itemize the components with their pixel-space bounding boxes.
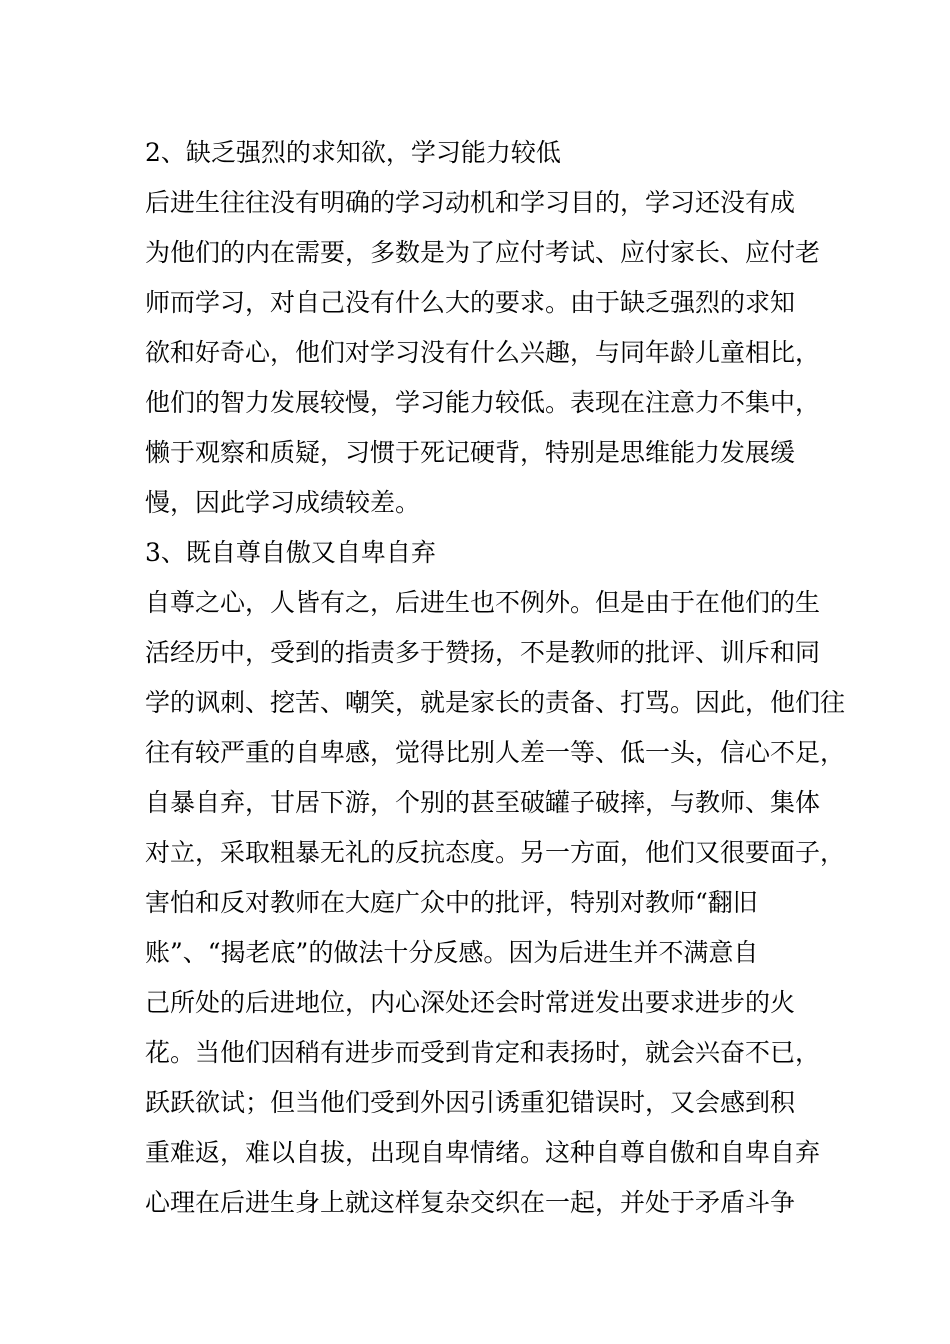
text-line: 慢，因此学习成绩较差。 <box>145 488 421 517</box>
text-line: 他们的智力发展较慢，学习能力较低。表现在注意力不集中， <box>145 388 821 417</box>
text-line: 重难返，难以自拔，出现自卑情绪。这种自尊自傲和自卑自弃 <box>145 1138 821 1167</box>
text-line: 懒于观察和质疑，习惯于死记硬背，特别是思维能力发展缓 <box>145 438 796 467</box>
text-line: 后进生往往没有明确的学习动机和学习目的，学习还没有成 <box>145 188 796 217</box>
text-line: 为他们的内在需要，多数是为了应付考试、应付家长、应付老 <box>145 238 821 267</box>
text-line: 跃跃欲试；但当他们受到外因引诱重犯错误时，又会感到积 <box>145 1088 796 1117</box>
heading-2: 2、缺乏强烈的求知欲，学习能力较低 <box>145 138 561 167</box>
text-line: 害怕和反对教师在大庭广众中的批评，特别对教师“翻旧 <box>145 888 758 917</box>
text-line: 学的讽刺、挖苦、嘲笑，就是家长的责备、打骂。因此，他们往 <box>145 688 846 717</box>
text-line: 心理在后进生身上就这样复杂交织在一起，并处于矛盾斗争 <box>145 1188 796 1217</box>
text-line: 对立，采取粗暴无礼的反抗态度。另一方面，他们又很要面子， <box>145 838 846 867</box>
document-body <box>145 128 846 1228</box>
text-line: 花。当他们因稍有进步而受到肯定和表扬时，就会兴奋不已， <box>145 1038 821 1067</box>
text-line: 师而学习，对自己没有什么大的要求。由于缺乏强烈的求知 <box>145 288 796 317</box>
text-line: 欲和好奇心，他们对学习没有什么兴趣，与同年龄儿童相比， <box>145 338 821 367</box>
text-line: 自暴自弃，甘居下游，个别的甚至破罐子破摔，与教师、集体 <box>145 788 821 817</box>
text-line: 往有较严重的自卑感，觉得比别人差一等、低一头，信心不足， <box>145 738 846 767</box>
heading-3: 3、既自尊自傲又自卑自弃 <box>145 538 436 567</box>
text-line: 己所处的后进地位，内心深处还会时常迸发出要求进步的火 <box>145 988 796 1017</box>
text-line: 活经历中，受到的指责多于赞扬，不是教师的批评、训斥和同 <box>145 638 821 667</box>
text-line: 自尊之心，人皆有之，后进生也不例外。但是由于在他们的生 <box>145 588 821 617</box>
text-line: 账”、“揭老底”的做法十分反感。因为后进生并不满意自 <box>145 938 759 967</box>
